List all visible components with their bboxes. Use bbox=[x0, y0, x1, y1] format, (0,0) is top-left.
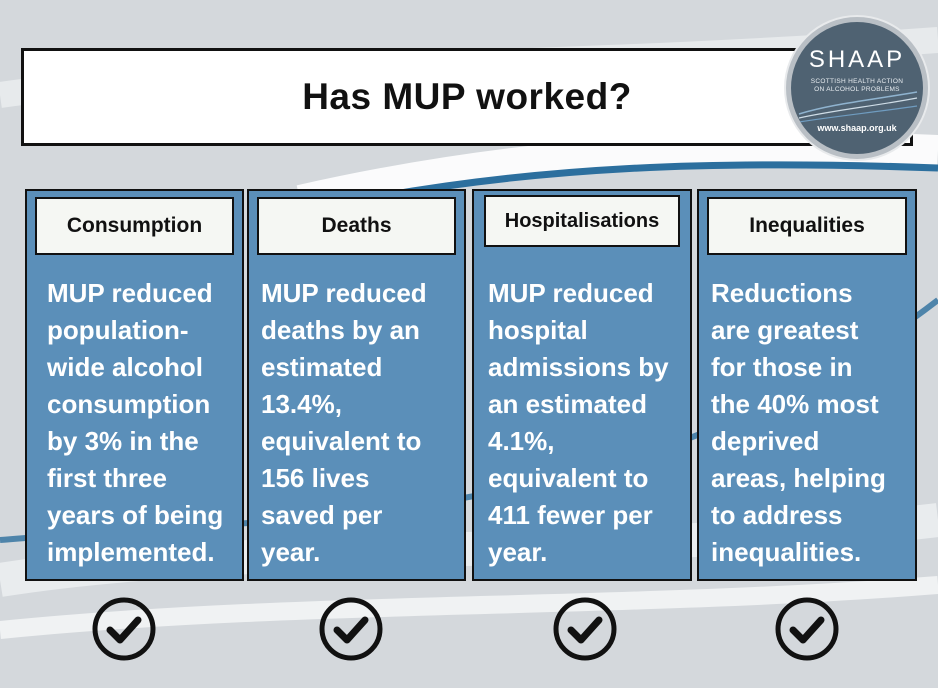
title-banner bbox=[21, 48, 913, 146]
card-text-inequalities: Reductions are greatest for those in the 40% most deprived areas, helping to address inequalities. bbox=[711, 278, 886, 567]
check-circle-icon bbox=[774, 596, 840, 662]
page-title: Has MUP worked? bbox=[302, 76, 632, 117]
logo-subtitle: SCOTTISH HEALTH ACTION ON ALCOHOL PROBLEMS bbox=[810, 78, 904, 93]
card-text-deaths: MUP reduced deaths by an estimated 13.4%, equivalent to 156 lives saved per year. bbox=[261, 278, 427, 567]
check-circle-icon bbox=[552, 596, 618, 662]
card-text-consumption: MUP reduced population- wide alcohol consumption by 3% in the first three years of being implemented. bbox=[47, 278, 224, 567]
check-circle-icon bbox=[91, 596, 157, 662]
check-circle-icon bbox=[318, 596, 384, 662]
card-deaths bbox=[247, 189, 466, 581]
card-label-inequalities: Inequalities bbox=[707, 197, 907, 255]
card-text-hospitalisations: MUP reduced hospital admissions by an estimated 4.1%, equivalent to 411 fewer per year. bbox=[488, 278, 669, 567]
card-label-hospitalisations: Hospitalisations bbox=[484, 195, 680, 247]
card-inequalities bbox=[697, 189, 917, 581]
shaap-logo bbox=[786, 17, 928, 159]
card-consumption bbox=[25, 189, 244, 581]
card-label-deaths: Deaths bbox=[257, 197, 456, 255]
card-hospitalisations bbox=[472, 189, 692, 581]
card-label-consumption: Consumption bbox=[35, 197, 234, 255]
logo-url: www.shaap.org.uk bbox=[817, 123, 897, 133]
logo-name: SHAAP bbox=[808, 46, 906, 73]
